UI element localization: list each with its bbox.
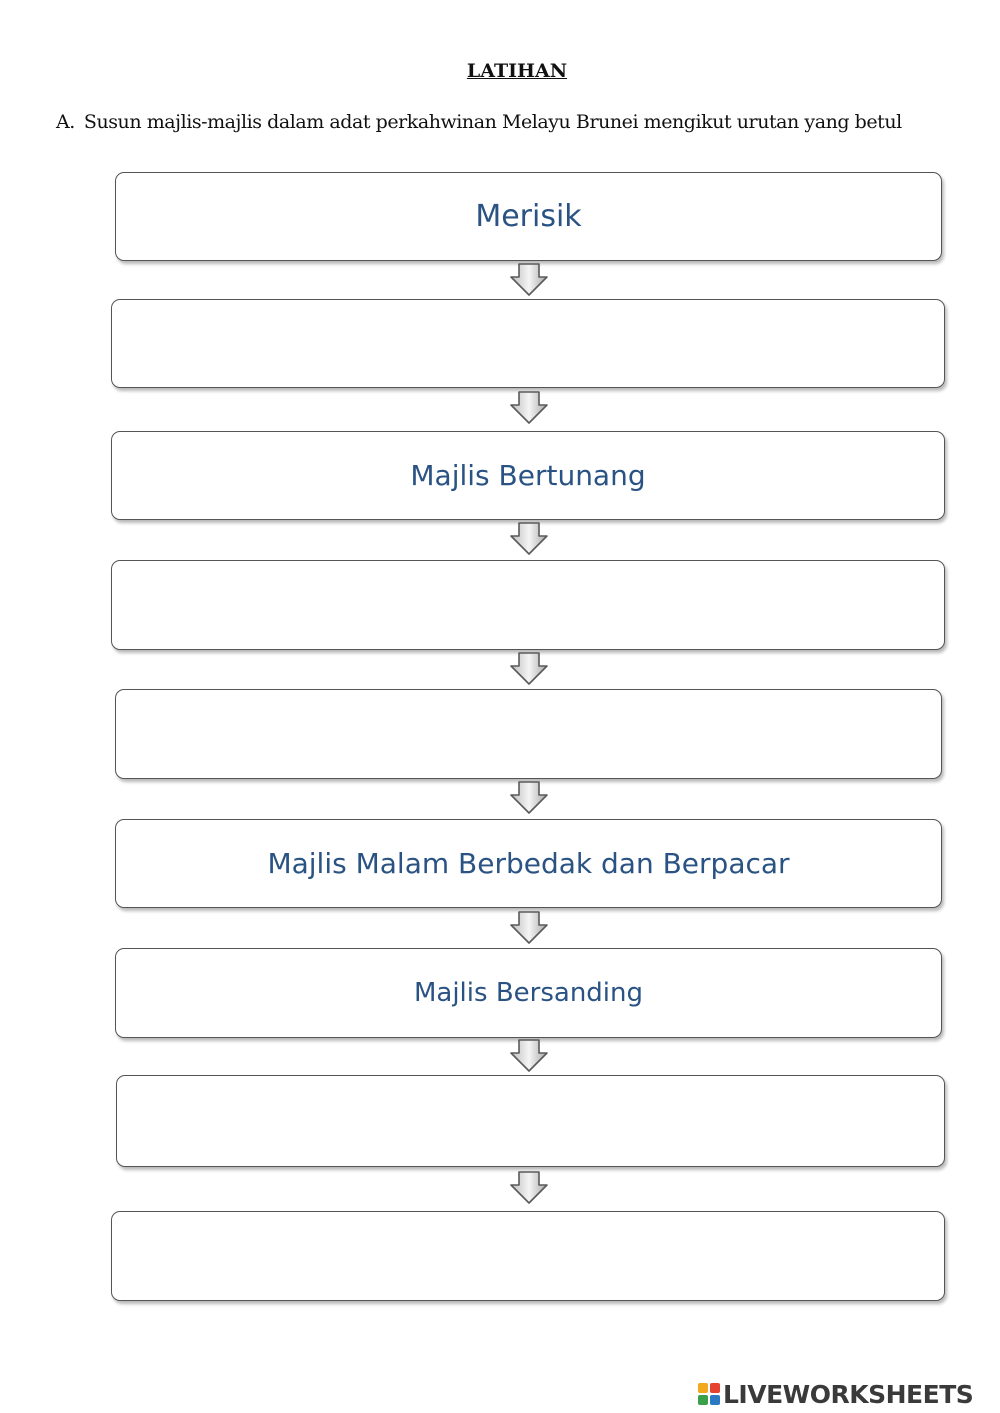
down-arrow-icon <box>508 390 550 426</box>
step-box-6 <box>115 819 942 908</box>
liveworksheets-logo-icon <box>697 1382 721 1406</box>
liveworksheets-logo <box>697 1378 973 1410</box>
instruction-text: Susun majlis-majlis dalam adat perkahwinan Melayu Brunei mengikut urutan yang betul <box>83 111 902 133</box>
step-label-6: Majlis Malam Berbedak dan Berpacar <box>267 847 790 880</box>
answer-box-8[interactable] <box>116 1075 945 1167</box>
worksheet-title: LATIHAN <box>466 60 568 82</box>
down-arrow-icon <box>508 521 550 557</box>
instruction-number: A. <box>56 111 75 133</box>
step-box-3 <box>111 431 945 520</box>
down-arrow-icon <box>508 1170 550 1206</box>
answer-box-2[interactable] <box>111 299 945 388</box>
down-arrow-icon <box>508 651 550 687</box>
step-box-1 <box>115 172 942 261</box>
down-arrow-icon <box>508 262 550 298</box>
down-arrow-icon <box>508 1038 550 1074</box>
step-box-7 <box>115 948 942 1038</box>
step-label-7: Majlis Bersanding <box>413 978 644 1008</box>
instruction <box>56 111 986 133</box>
step-label-3: Majlis Bertunang <box>410 459 646 492</box>
down-arrow-icon <box>508 780 550 816</box>
logo-text: LIVEWORKSHEETS <box>723 1379 974 1409</box>
answer-box-4[interactable] <box>111 560 945 650</box>
answer-box-9[interactable] <box>111 1211 945 1301</box>
down-arrow-icon <box>508 910 550 946</box>
step-label-1: Merisik <box>475 199 582 234</box>
answer-box-5[interactable] <box>115 689 942 779</box>
